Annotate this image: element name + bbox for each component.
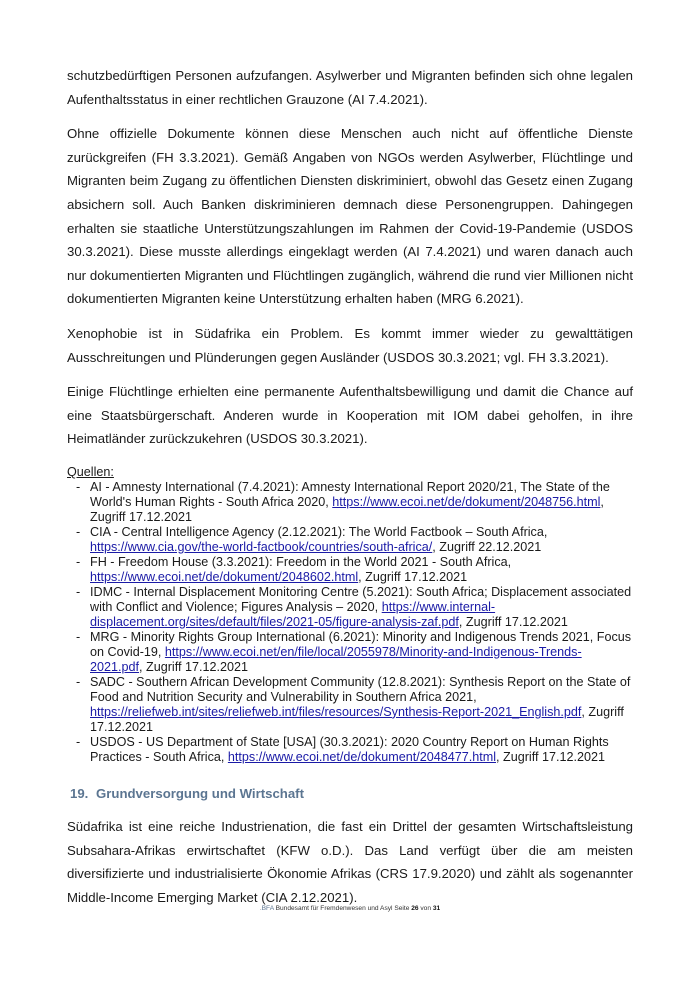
page-number: 26: [411, 905, 419, 912]
page-total: 31: [432, 905, 441, 912]
source-citation: CIA - Central Intelligence Agency (2.12.2021): The World Factbook – South Africa,: [90, 524, 548, 539]
source-item: [67, 630, 633, 675]
source-citation: MRG - Minority Rights Group International (6.2021): Minority and Indigenous Trends 2021, Focus on Covid-19,: [90, 629, 632, 659]
list-dash: -: [76, 629, 81, 644]
source-item: [67, 675, 633, 735]
sources-title: Quellen:: [67, 464, 114, 479]
body-paragraph: schutzbedürftigen Personen aufzufangen. Asylwerber und Migranten befinden sich ohne legalen Aufenthaltsstatus in einer rechtlichen Grauzone (AI 7.4.2021).: [67, 68, 633, 107]
source-access-date: , Zugriff 17.12.2021: [90, 494, 604, 524]
source-access-date: , Zugriff 17.12.2021: [458, 614, 568, 629]
body-paragraph: Ohne offizielle Dokumente können diese Menschen auch nicht auf öffentliche Dienste zurückgreifen (FH 3.3.2021). Gemäß Angaben von NGOs werden Asylwerber, Flüchtlinge und Migranten beim Zugang zu öffentlichen Diensten diskriminiert, obwohl das Gesetz einen Zugang absichern soll. Auch Banken diskriminieren demnach diese Personengruppen. Dahingegen erhalten sie staatliche Unterstützungszahlungen im Rahmen der Covid-19-Pandemie (USDOS 30.3.2021). Diese musste allerdings eingeklagt werden (AI 7.4.2021) und waren danach auch nur dokumentierten Migranten und Flüchtlingen zugänglich, während die rund vier Millionen nicht dokumentierten Migranten keine Unterstützung erhalten haben (MRG 6.2021).: [67, 126, 633, 307]
source-item: [67, 555, 633, 585]
source-link[interactable]: https://www.internal-displacement.org/sites/default/files/2021-05/figure-analysis-zaf.pdf: [90, 599, 496, 629]
source-link[interactable]: https://www.ecoi.net/en/file/local/2055978/Minority-and-Indigenous-Trends-2021.pdf: [90, 644, 582, 674]
source-item: [67, 585, 633, 630]
source-item: [67, 735, 633, 765]
footer-of: von: [418, 905, 433, 912]
section-paragraph: Südafrika ist eine reiche Industrienation, die fast ein Drittel der gesamten Wirtschaftsleistung Subsahara-Afrikas erwirtschaftet (KFW o.D.). Das Land verfügt über die am meisten diversifizierte und industrialisierte Ökonomie Afrikas (CRS 17.9.2020) und zählt als sogenannter Middle-Income Emerging Market (CIA 2.12.2021).: [67, 818, 633, 905]
source-citation: SADC - Southern African Development Community (12.8.2021): Synthesis Report on the State of Food and Nutrition Security and Vulnerability in Southern Africa 2021,: [90, 674, 631, 704]
list-dash: -: [76, 674, 81, 689]
page-footer: [0, 905, 700, 912]
source-link[interactable]: https://reliefweb.int/sites/reliefweb.int/files/resources/Synthesis-Report-2021_English.pdf: [90, 704, 582, 719]
list-dash: -: [76, 734, 81, 749]
source-access-date: , Zugriff 22.12.2021: [432, 539, 542, 554]
source-link[interactable]: https://www.cia.gov/the-world-factbook/countries/south-africa/: [90, 539, 433, 554]
list-dash: -: [76, 554, 81, 569]
source-citation: IDMC - Internal Displacement Monitoring Centre (5.2021): South Africa; Displacement associated with Conflict and Violence; Figures Analysis – 2020,: [90, 584, 632, 614]
body-paragraph: Xenophobie ist in Südafrika ein Problem. Es kommt immer wieder zu gewalttätigen Ausschreitungen und Plünderungen gegen Ausländer (USDOS 30.3.2021; vgl. FH 3.3.2021).: [67, 325, 633, 365]
source-citation: AI - Amnesty International (7.4.2021): Amnesty International Report 2020/21, The State of the World's Human Rights - South Africa 2020,: [90, 479, 610, 509]
source-access-date: , Zugriff 17.12.2021: [496, 749, 606, 764]
section-heading: [70, 786, 633, 801]
sources-block: [67, 465, 633, 765]
list-dash: -: [76, 524, 81, 539]
section-title: Grundversorgung und Wirtschaft: [96, 785, 304, 801]
list-dash: -: [76, 584, 81, 599]
source-link[interactable]: https://www.ecoi.net/de/dokument/2048477.html: [227, 749, 497, 764]
body-paragraph: Einige Flüchtlinge erhielten eine permanente Aufenthaltsbewilligung und damit die Chance auf eine Staatsbürgerschaft. Anderen wurde in Kooperation mit IOM dabei geholfen, in ihre Heimatländer zurückzukehren (USDOS 30.3.2021).: [67, 384, 633, 447]
list-dash: -: [76, 479, 81, 494]
bfa-logo-text: .BFA: [259, 905, 274, 912]
source-access-date: , Zugriff 17.12.2021: [139, 659, 249, 674]
section-number: 19.: [70, 785, 89, 801]
source-item: [67, 525, 633, 555]
source-citation: FH - Freedom House (3.3.2021): Freedom in the World 2021 - South Africa,: [90, 554, 512, 569]
source-link[interactable]: https://www.ecoi.net/de/dokument/2048756.html: [332, 494, 601, 509]
document-page: [67, 64, 633, 920]
source-access-date: , Zugriff 17.12.2021: [358, 569, 468, 584]
footer-org: Bundesamt für Fremdenwesen und Asyl Seite: [273, 905, 412, 912]
source-access-date: , Zugriff 17.12.2021: [90, 704, 624, 734]
source-citation: USDOS - US Department of State [USA] (30.3.2021): 2020 Country Report on Human Rights Practices - South Africa,: [90, 734, 609, 764]
source-item: [67, 480, 633, 525]
source-link[interactable]: https://www.ecoi.net/de/dokument/2048602.html: [90, 569, 359, 584]
sources-list: [67, 480, 633, 765]
